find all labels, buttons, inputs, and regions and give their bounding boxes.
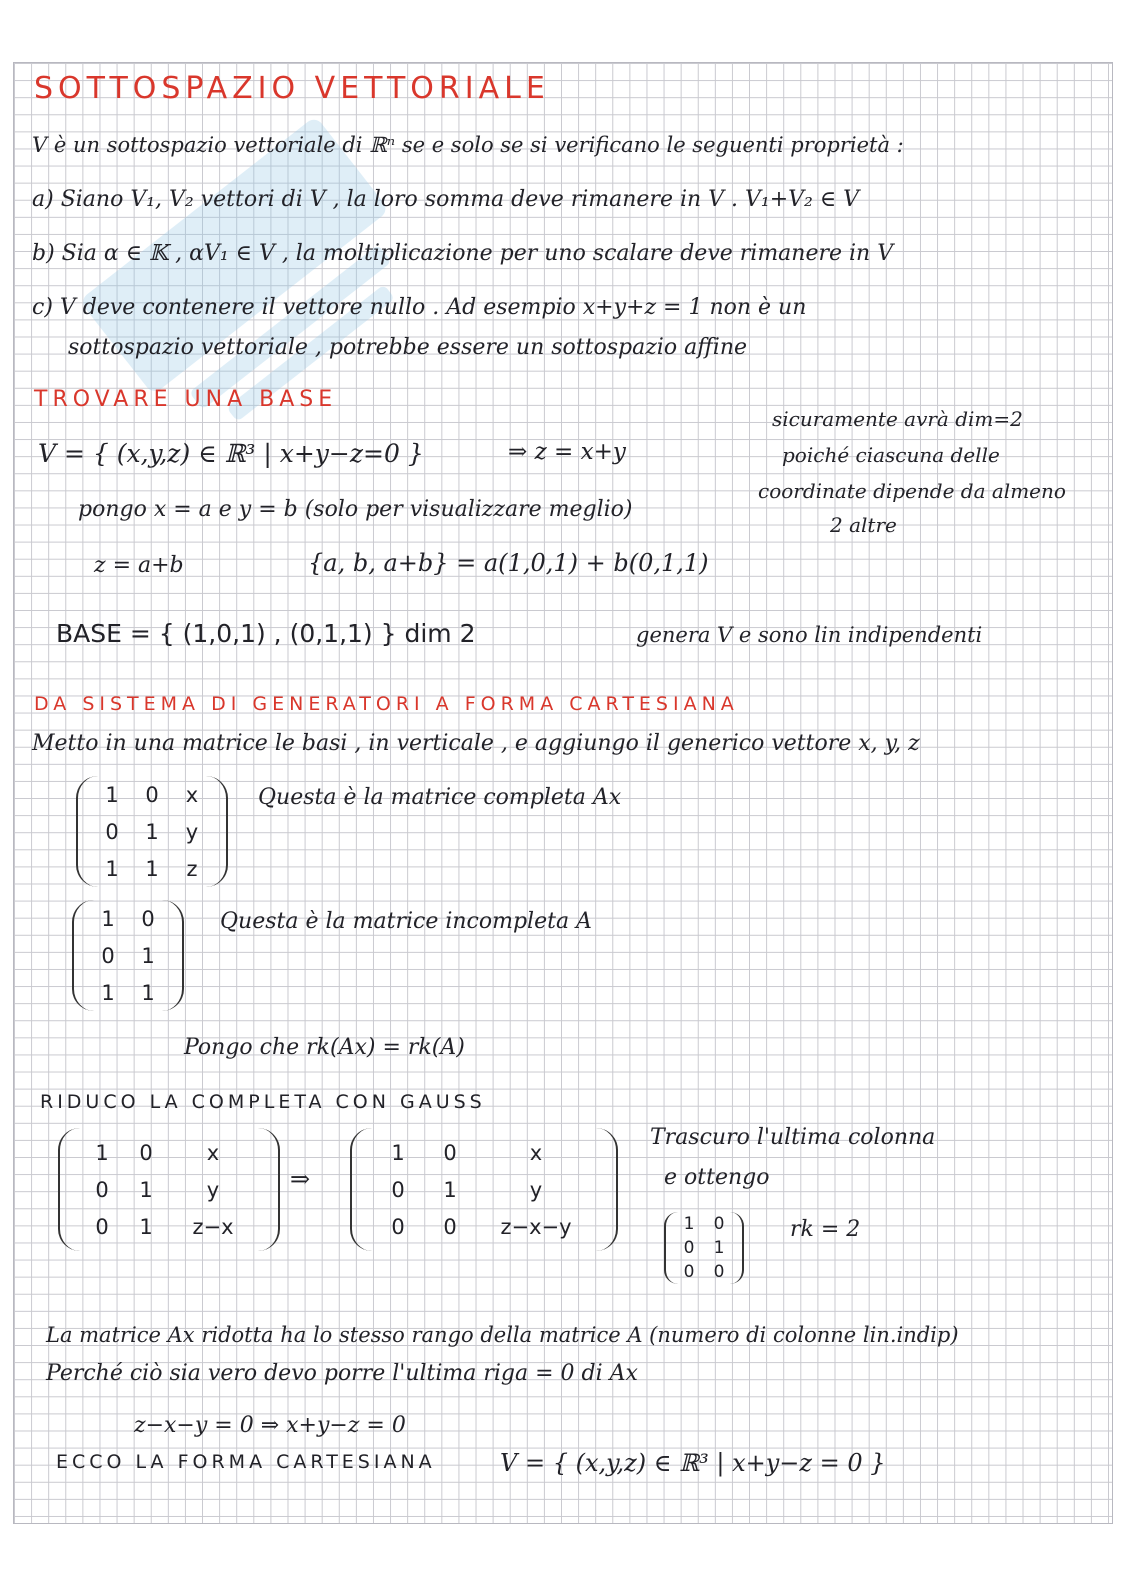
trascuro-line-2: e ottengo	[664, 1165, 770, 1190]
small-matrix-cell: 1	[683, 1214, 695, 1234]
complete-matrix-cell: x	[185, 782, 199, 807]
note-line-4: 2 altre	[830, 513, 897, 537]
gauss-matrix-1-cell: 0	[139, 1140, 153, 1165]
complete-matrix-cell: 1	[105, 782, 119, 807]
gauss-matrix-2-cell: 0	[443, 1140, 457, 1165]
reduced-small-matrix	[664, 1212, 744, 1284]
gauss-matrix-1-cell: 0	[95, 1177, 109, 1202]
conclusion-line-2: Perché ciò sia vero devo porre l'ultima riga = 0 di Ax	[46, 1361, 638, 1386]
gauss-matrix-2-cell: z−x−y	[500, 1214, 572, 1239]
gauss-matrix-1-cell: 1	[139, 1177, 153, 1202]
small-matrix-cell: 0	[683, 1238, 695, 1258]
set-definition: V = { (x,y,z) ∈ ℝ³ | x+y−z=0 }	[38, 439, 424, 468]
incomplete-matrix-label: Questa è la matrice incompleta A	[220, 909, 592, 934]
intro-definition: V è un sottospazio vettoriale di ℝⁿ se e solo se si verificano le seguenti proprietà :	[32, 133, 904, 157]
gauss-matrix-1-cell: 0	[95, 1214, 109, 1239]
gauss-matrix-2-cell: y	[529, 1177, 543, 1202]
complete-matrix-cell: 1	[105, 856, 119, 881]
gauss-matrix-2-cell: 0	[443, 1214, 457, 1239]
section-heading-base: TROVARE UNA BASE	[34, 387, 338, 412]
gauss-matrix-1-cell: x	[206, 1140, 220, 1165]
gauss-arrow: ⇒	[290, 1165, 311, 1193]
gauss-matrix-step-2	[350, 1128, 618, 1251]
gauss-matrix-2-cell: x	[529, 1140, 543, 1165]
expansion-line: {a, b, a+b} = a(1,0,1) + b(0,1,1)	[308, 549, 709, 577]
gauss-heading: RIDUCO LA COMPLETA CON GAUSS	[40, 1091, 486, 1113]
base-note: genera V e sono lin indipendenti	[636, 623, 983, 647]
conclusion-line-1: La matrice Ax ridotta ha lo stesso rango della matrice A (numero di colonne lin.indip)	[46, 1323, 959, 1347]
property-c-line2: sottospazio vettoriale , potrebbe essere un sottospazio affine	[68, 335, 748, 360]
incomplete-matrix-cell: 1	[101, 906, 115, 931]
note-line-2: poiché ciascuna delle	[782, 443, 1000, 467]
small-matrix-cell: 0	[713, 1214, 725, 1234]
complete-matrix-label: Questa è la matrice completa Ax	[258, 785, 622, 810]
z-equals-a-plus-b: z = a+b	[94, 553, 184, 578]
complete-matrix-cell: 0	[105, 819, 119, 844]
gauss-matrix-1-cell: 1	[95, 1140, 109, 1165]
gauss-matrix-1-cell: 1	[139, 1214, 153, 1239]
implies-z: ⇒ z = x+y	[508, 439, 626, 465]
incomplete-matrix-cell: 1	[141, 943, 155, 968]
gauss-matrix-1-cell: z−x	[192, 1214, 234, 1239]
base-line: BASE = { (1,0,1) , (0,1,1) } dim 2	[56, 619, 476, 648]
property-a: a) Siano V₁, V₂ vettori di V , la loro somma deve rimanere in V . V₁+V₂ ∈ V	[32, 187, 860, 212]
complete-matrix-cell: z	[186, 856, 198, 881]
section-heading-cartesian: DA SISTEMA DI GENERATORI A FORMA CARTESIANA	[34, 693, 739, 715]
final-formula: V = { (x,y,z) ∈ ℝ³ | x+y−z = 0 }	[500, 1449, 886, 1477]
cartesian-intro: Metto in una matrice le basi , in verticale , e aggiungo il generico vettore x, y, z	[32, 731, 920, 756]
property-c-line1: c) V deve contenere il vettore nullo . Ad esempio x+y+z = 1 non è un	[32, 295, 807, 320]
incomplete-matrix-cell: 1	[141, 980, 155, 1005]
small-matrix-cell: 0	[683, 1262, 695, 1282]
rank-value: rk = 2	[790, 1217, 861, 1242]
gauss-matrix-1-cell: y	[206, 1177, 220, 1202]
final-label: ECCO LA FORMA CARTESIANA	[56, 1451, 436, 1473]
note-line-1: sicuramente avrà dim=2	[772, 407, 1023, 431]
gauss-matrix-2-cell: 1	[443, 1177, 457, 1202]
gauss-matrix-step-1	[58, 1128, 280, 1251]
pongo-rank: Pongo che rk(Ax) = rk(A)	[184, 1035, 465, 1060]
complete-matrix-cell: 1	[145, 819, 159, 844]
complete-matrix-cell: 1	[145, 856, 159, 881]
page-title: SOTTOSPAZIO VETTORIALE	[34, 71, 550, 106]
complete-matrix	[76, 776, 228, 887]
incomplete-matrix	[72, 900, 184, 1011]
complete-matrix-cell: 0	[145, 782, 159, 807]
complete-matrix-cell: y	[185, 819, 199, 844]
incomplete-matrix-cell: 0	[141, 906, 155, 931]
gauss-matrix-2-cell: 0	[391, 1177, 405, 1202]
pongo-line: pongo x = a e y = b (solo per visualizzare meglio)	[78, 497, 633, 522]
gauss-matrix-2-cell: 1	[391, 1140, 405, 1165]
gauss-matrix-2-cell: 0	[391, 1214, 405, 1239]
note-line-3: coordinate dipende da almeno	[758, 479, 1066, 503]
final-equation: z−x−y = 0 ⇒ x+y−z = 0	[134, 1413, 406, 1438]
trascuro-line-1: Trascuro l'ultima colonna	[650, 1125, 936, 1150]
small-matrix-cell: 1	[713, 1238, 725, 1258]
incomplete-matrix-cell: 1	[101, 980, 115, 1005]
property-b: b) Sia α ∈ 𝕂 , αV₁ ∈ V , la moltiplicazione per uno scalare deve rimanere in V	[32, 241, 894, 266]
incomplete-matrix-cell: 0	[101, 943, 115, 968]
small-matrix-cell: 0	[713, 1262, 725, 1282]
